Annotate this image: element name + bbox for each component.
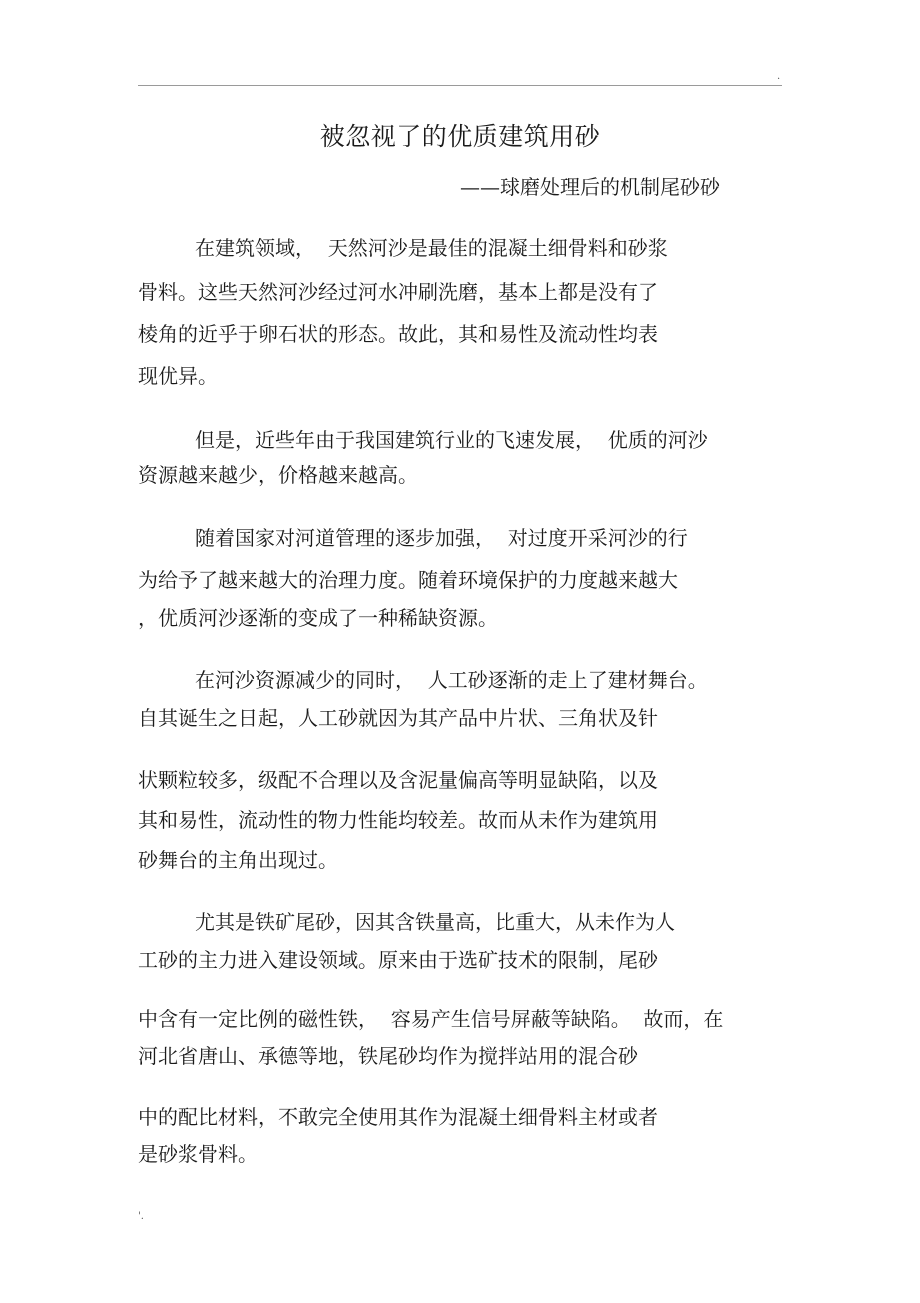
paragraph-3-line-3: ，优质河沙逐渐的变成了一种稀缺资源。 — [138, 606, 498, 630]
paragraph-1-line-2: 骨料。这些天然河沙经过河水冲刷洗磨，基本上都是没有了 — [138, 280, 658, 304]
paragraph-4-line-5: 砂舞台的主角出现过。 — [138, 848, 338, 872]
paragraph-1-line-4: 现优异。 — [138, 364, 218, 388]
corner-mark-bottom: '. — [138, 1211, 144, 1222]
header-rule — [138, 85, 782, 86]
paragraph-5-line-5: 中的配比材料，不敢完全使用其作为混凝土细骨料主材或者 — [138, 1105, 658, 1129]
paragraph-5-line-3: 中含有一定比例的磁性铁， 容易产生信号屏蔽等缺陷。 故而，在 — [138, 1007, 724, 1031]
paragraph-5-line-4: 河北省唐山、承德等地，铁尾砂均作为搅拌站用的混合砂 — [138, 1044, 638, 1068]
paragraph-5-line-2: 工砂的主力进入建设领域。原来由于选矿技术的限制，尾砂 — [138, 948, 658, 972]
paragraph-2-line-2: 资源越来越少，价格越来越高。 — [138, 463, 418, 487]
paragraph-5-line-1: 尤其是铁矿尾砂，因其含铁量高，比重大，从未作为人 — [195, 910, 675, 934]
paragraph-5-line-6: 是砂浆骨料。 — [138, 1142, 258, 1166]
paragraph-1-line-1: 在建筑领域， 天然河沙是最佳的混凝土细骨料和砂浆 — [195, 236, 668, 260]
paragraph-4-line-4: 其和易性，流动性的物力性能均较差。故而从未作为建筑用 — [138, 808, 658, 832]
paragraph-4-line-1: 在河沙资源减少的同时， 人工砂逐渐的走上了建材舞台。 — [195, 668, 708, 692]
paragraph-1-line-3: 棱角的近乎于卵石状的形态。故此，其和易性及流动性均表 — [138, 322, 658, 346]
paragraph-4-line-3: 状颗粒较多，级配不合理以及含泥量偏高等明显缺陷，以及 — [138, 768, 658, 792]
paragraph-4-line-2: 自其诞生之日起，人工砂就因为其产品中片状、三角状及针 — [138, 706, 658, 730]
paragraph-3-line-2: 为给予了越来越大的治理力度。随着环境保护的力度越来越大 — [138, 568, 678, 592]
paragraph-2-line-1: 但是，近些年由于我国建筑行业的飞速发展， 优质的河沙 — [195, 428, 708, 452]
document-title: 被忽视了的优质建筑用砂 — [319, 122, 601, 151]
document-subtitle: ——球磨处理后的机制尾砂砂 — [460, 175, 720, 199]
corner-mark-top: . — [777, 71, 781, 82]
paragraph-3-line-1: 随着国家对河道管理的逐步加强， 对过度开采河沙的行 — [195, 526, 688, 550]
